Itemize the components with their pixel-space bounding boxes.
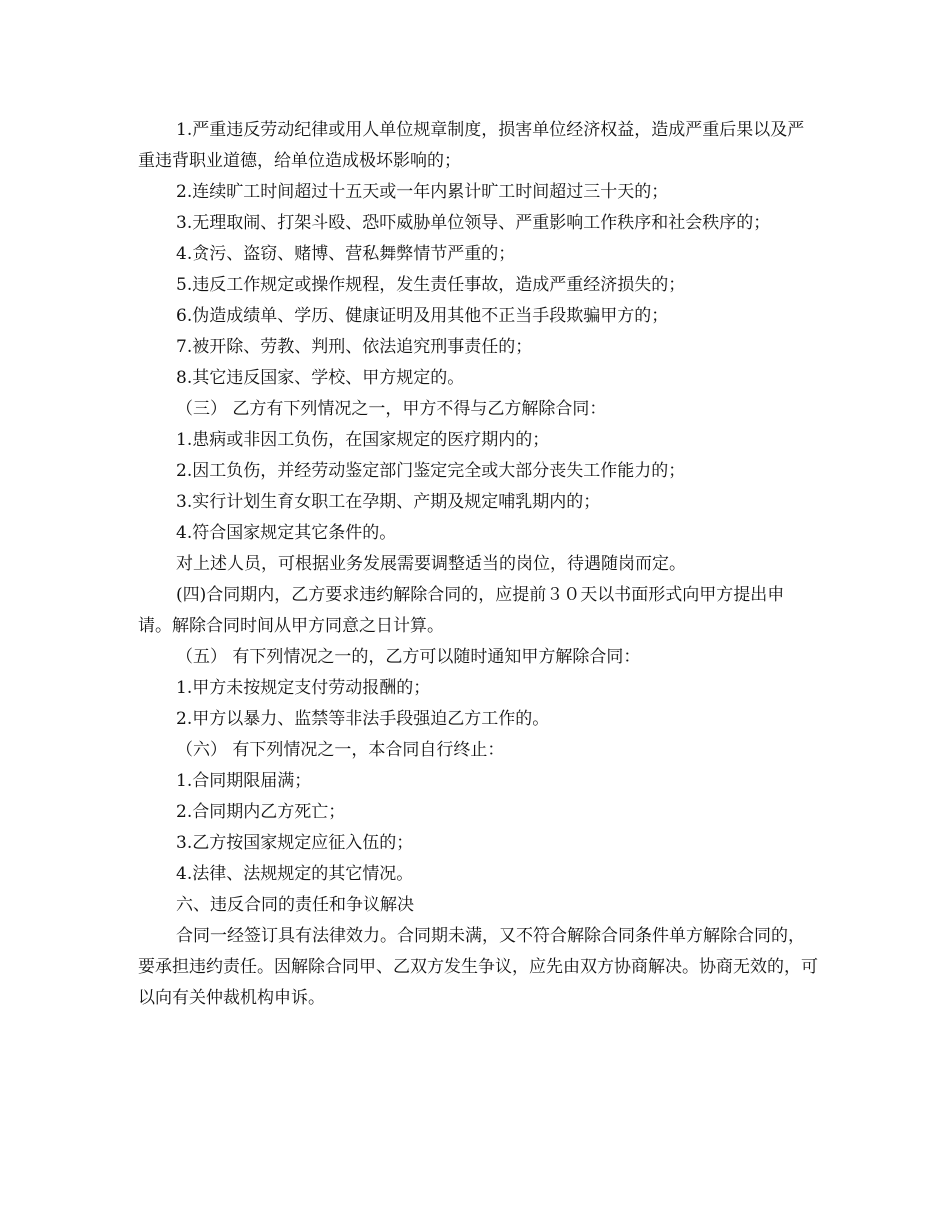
- paragraph-20: 1.合同期限届满；: [176, 771, 312, 791]
- paragraph-2: 2.连续旷工时间超过十五天或一年内累计旷工时间超过三十天的；: [176, 182, 669, 202]
- paragraph-7: 7.被开除、劳教、判刑、依法追究刑事责任的；: [176, 337, 533, 357]
- chapter-heading-6: 六、违反合同的责任和争议解决: [176, 895, 414, 915]
- document-body: [138, 115, 818, 1014]
- paragraph-13: 4.符合国家规定其它条件的。: [176, 523, 397, 543]
- paragraph-6: 6.伪造成绩单、学历、健康证明及用其他不正当手段欺骗甲方的；: [176, 306, 669, 326]
- paragraph-14: 对上述人员，可根据业务发展需要调整适当的岗位，待遇随岗而定。: [176, 554, 686, 574]
- paragraph-11: 2.因工负伤，并经劳动鉴定部门鉴定完全或大部分丧失工作能力的；: [176, 461, 686, 481]
- section-heading-3: （三） 乙方有下列情况之一，甲方不得与乙方解除合同：: [176, 399, 607, 419]
- paragraph-17: 1.甲方未按规定支付劳动报酬的；: [176, 678, 431, 698]
- paragraph-8: 8.其它违反国家、学校、甲方规定的。: [176, 368, 465, 388]
- section-heading-5: （五） 有下列情况之一的，乙方可以随时通知甲方解除合同：: [176, 647, 641, 667]
- section-heading-6: （六） 有下列情况之一，本合同自行终止：: [176, 740, 505, 760]
- paragraph-18: 2.甲方以暴力、监禁等非法手段强迫乙方工作的。: [176, 709, 550, 729]
- paragraph-21: 2.合同期内乙方死亡；: [176, 802, 346, 822]
- paragraph-5: 5.违反工作规定或操作规程，发生责任事故，造成严重经济损失的；: [176, 275, 686, 295]
- section-heading-4: (四)合同期内，乙方要求违约解除合同的，应提前３０天以书面形式向甲方提出申请。解除合同时间从甲方同意之日计算。: [138, 585, 785, 636]
- paragraph-10: 1.患病或非因工负伤，在国家规定的医疗期内的；: [176, 430, 550, 450]
- paragraph-12: 3.实行计划生育女职工在孕期、产期及规定哺乳期内的；: [176, 492, 601, 512]
- paragraph-3: 3.无理取闹、打架斗殴、恐吓威胁单位领导、严重影响工作秩序和社会秩序的；: [176, 213, 771, 233]
- paragraph-22: 3.乙方按国家规定应征入伍的；: [176, 833, 414, 853]
- paragraph-23: 4.法律、法规规定的其它情况。: [176, 864, 414, 884]
- paragraph-4: 4.贪污、盗窃、赌博、营私舞弊情节严重的；: [176, 244, 516, 264]
- paragraph-1: 1.严重违反劳动纪律或用人单位规章制度，损害单位经济权益，造成严重后果以及严重违背职业道德，给单位造成极坏影响的；: [138, 120, 805, 171]
- paragraph-25: 合同一经签订具有法律效力。合同期未满，又不符合解除合同条件单方解除合同的，要承担违约责任。因解除合同甲、乙双方发生争议，应先由双方协商解决。协商无效的，可以向有关仲裁机构申诉。: [138, 926, 818, 1008]
